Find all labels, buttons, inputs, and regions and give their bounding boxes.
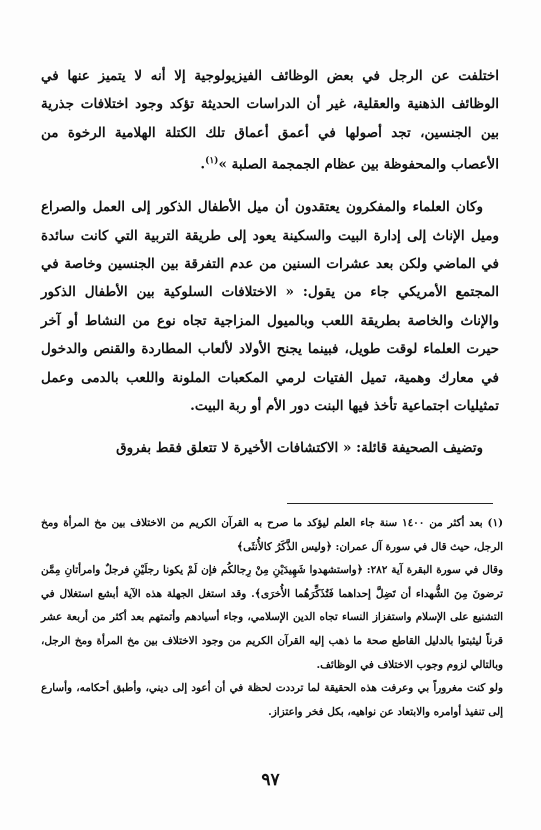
page-number: ٩٧ <box>261 770 280 790</box>
footnote-para-2: وقال في سورة البقرة آية ٢٨٢: ﴿واستشهدوا شَهِيدَيْنِ مِنْ رِجالكُم فإن لَمْ يكونا رجلَيْنِ فرجلٌ وامرأتانِ مِمَّن ترضونَ مِنَ الشُّهداء أن تَضِلَّ إحداهما فَتُذَكِّرَهُما الأُخرَى﴾. وقد استغل الجهلة هذه الآية أبشع استغلال في التشنيع على الإسلام واستفزاز النساء تجاه الدين الإسلامي، وجاء أسيادهم وأتمتهم بعد أكثر من أربعة عشر قرناً ليثبتوا بالدليل القاطع صحة ما ذهب إليه القرآن الكريم من وجود الاختلاف بين مخ المرأة ومخ الرجل، وبالتالي لزوم وجوب الاختلاف في الوظائف. <box>41 564 504 671</box>
paragraph-2: وكان العلماء والمفكرون يعتقدون أن ميل الأطفال الذكور إلى العمل والصراع وميل الإناث إلى إدارة البيت والسكينة يعود إلى طريقة التربية التي كانت سائدة في الماضي ولكن بعد عشرات السنين من عدم التفرقة بين الجنسين وخاصة في المجتمع الأمريكي جاء من يقول: « الاختلافات السلوكية بين الأطفال الذكور والإناث والخاصة بطريقة اللعب وبالميول المزاجية تجاه نوع من النشاط أو آخر حيرت العلماء لوقت طويل، فبينما يجنح الأولاد لألعاب المطاردة والقنص والدخول في معارك وهمية، تميل الفتيات لرمي المكعبات الملونة واللعب بالدمى وعمل تمثيليات اجتماعية تأخذ فيها البنت دور الأم أو ربة البيت. <box>41 199 499 414</box>
footnote-separator <box>287 503 493 504</box>
paragraph-3: وتضيف الصحيفة قائلة: « الاكتشافات الأخيرة لا تتعلق فقط بفروق <box>116 440 483 457</box>
main-text <box>41 62 499 463</box>
footnote-para-1: (١) بعد أكثر من ١٤٠٠ سنة جاء العلم ليؤكد ما صرح به القرآن الكريم من الاختلاف بين مخ المرأة ومخ الرجل، حيث قال في سورة آل عمران: ﴿وليس الذَّكَرُ كالأُنثَى﴾ <box>41 517 503 553</box>
footnote-para-3: ولو كنت مغروراً بي وعرفت هذه الحقيقة لما ترددت لحظة في أن أعود إلى ديني، وأطبق أحكامه، وأسارع إلى تنفيذ أوامره والابتعاد عن نواهيه، بكل فخر واعتزاز. <box>41 682 503 718</box>
paragraph-1 <box>41 62 499 179</box>
footnote-reference: (١) <box>205 156 219 167</box>
paragraph-1-end: . <box>200 156 206 173</box>
paragraph-1-text: اختلفت عن الرجل في بعض الوظائف الفيزيولوجية إلا أنه لا يتميز عنها في الوظائف الذهنية والعقلية، غير أن الدراسات الحديثة تؤكد وجود اختلافات جذرية بين الجنسين، تجد أصولها في أعمق أعماق تلك الكتلة الهلامية الرخوة من الأعصاب والمحفوظة بين عظام الجمجمة الصلبة » <box>41 68 499 173</box>
footnote <box>41 512 503 724</box>
